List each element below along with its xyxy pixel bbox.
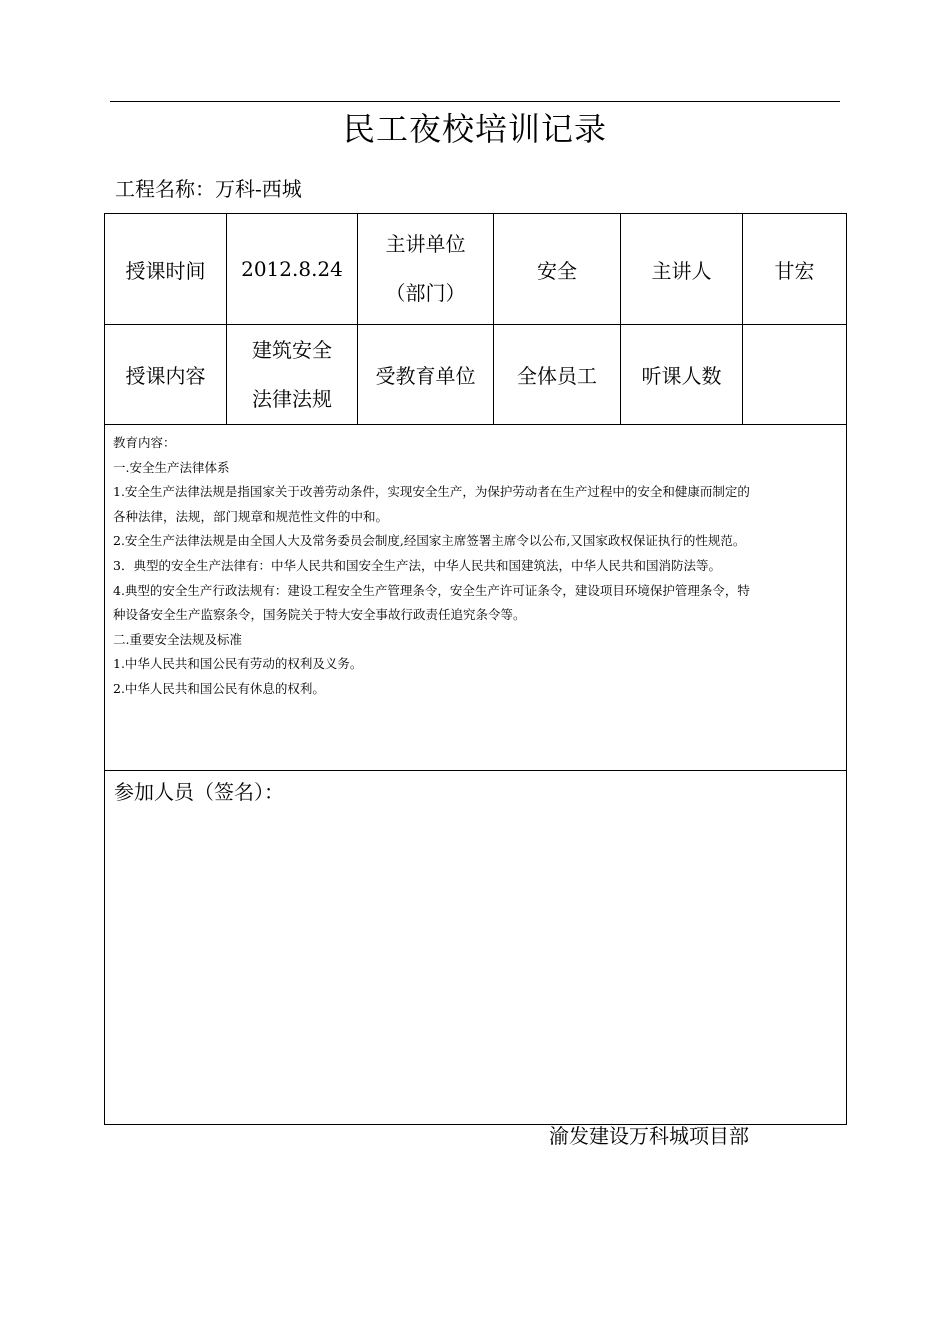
training-record-table <box>104 213 847 1125</box>
education-line: 种设备安全生产监察条令，国务院关于特大安全事故行政责任追究条令等。 <box>113 607 526 623</box>
education-line: 2.安全生产法律法规是由全国人大及常务委员会制度,经国家主席签署主席令以公布,又国家政权保证执行的性规范。 <box>113 533 746 549</box>
education-line: 各种法律，法规，部门规章和规范性文件的中和。 <box>113 508 389 524</box>
signature-label: 参加人员（签名）： <box>114 780 284 804</box>
education-line: 一.安全生产法律体系 <box>113 459 230 475</box>
attendee-label: 听课人数 <box>621 325 743 425</box>
speaker-value: 甘宏 <box>743 214 847 325</box>
content-value-line1: 建筑安全 <box>252 337 332 362</box>
attendee-count[interactable] <box>743 325 847 425</box>
education-line: 2.中华人民共和国公民有休息的权利。 <box>113 680 325 696</box>
content-value-line2: 法律法规 <box>252 386 332 411</box>
unit-label <box>358 214 494 325</box>
education-line: 1.安全生产法律法规是指国家关于改善劳动条件，实现安全生产，为保护劳动者在生产过程中的安全和健康而制定的 <box>113 484 750 500</box>
education-line: 1.中华人民共和国公民有劳动的权利及义务。 <box>113 656 363 672</box>
table-row <box>105 214 847 325</box>
project-name <box>115 173 302 202</box>
unit-value: 安全 <box>494 214 621 325</box>
page-title: 民工夜校培训记录 <box>342 110 607 148</box>
project-label: 工程名称： <box>115 177 215 201</box>
education-heading: 教育内容： <box>113 435 176 450</box>
trainee-value: 全体员工 <box>494 325 621 425</box>
table-row <box>105 325 847 425</box>
education-line: 4.典型的安全生产行政法规有：建设工程安全生产管理条令，安全生产许可证条令，建设项目环境保护管理条令，特 <box>113 582 750 598</box>
unit-label-line2: （部门） <box>385 281 466 305</box>
table-row <box>105 771 847 1125</box>
project-value: 万科-西城 <box>215 177 302 201</box>
content-label: 授课内容 <box>105 325 227 425</box>
unit-label-line1: 主讲单位 <box>385 232 466 256</box>
time-value: 2012.8.24 <box>227 214 358 325</box>
header-rule <box>110 101 840 102</box>
signature-area[interactable] <box>105 771 847 1125</box>
education-content <box>105 425 847 771</box>
trainee-label: 受教育单位 <box>358 325 494 425</box>
education-line: 二.重要安全法规及标准 <box>113 631 242 647</box>
table-row <box>105 425 847 771</box>
time-label: 授课时间 <box>105 214 227 325</box>
education-line: 3．典型的安全生产法律有：中华人民共和国安全生产法，中华人民共和国建筑法，中华人民共和国消防法等。 <box>113 557 721 573</box>
footer-organization: 渝发建设万科城项目部 <box>549 1124 749 1148</box>
content-value <box>227 325 358 425</box>
speaker-label: 主讲人 <box>621 214 743 325</box>
